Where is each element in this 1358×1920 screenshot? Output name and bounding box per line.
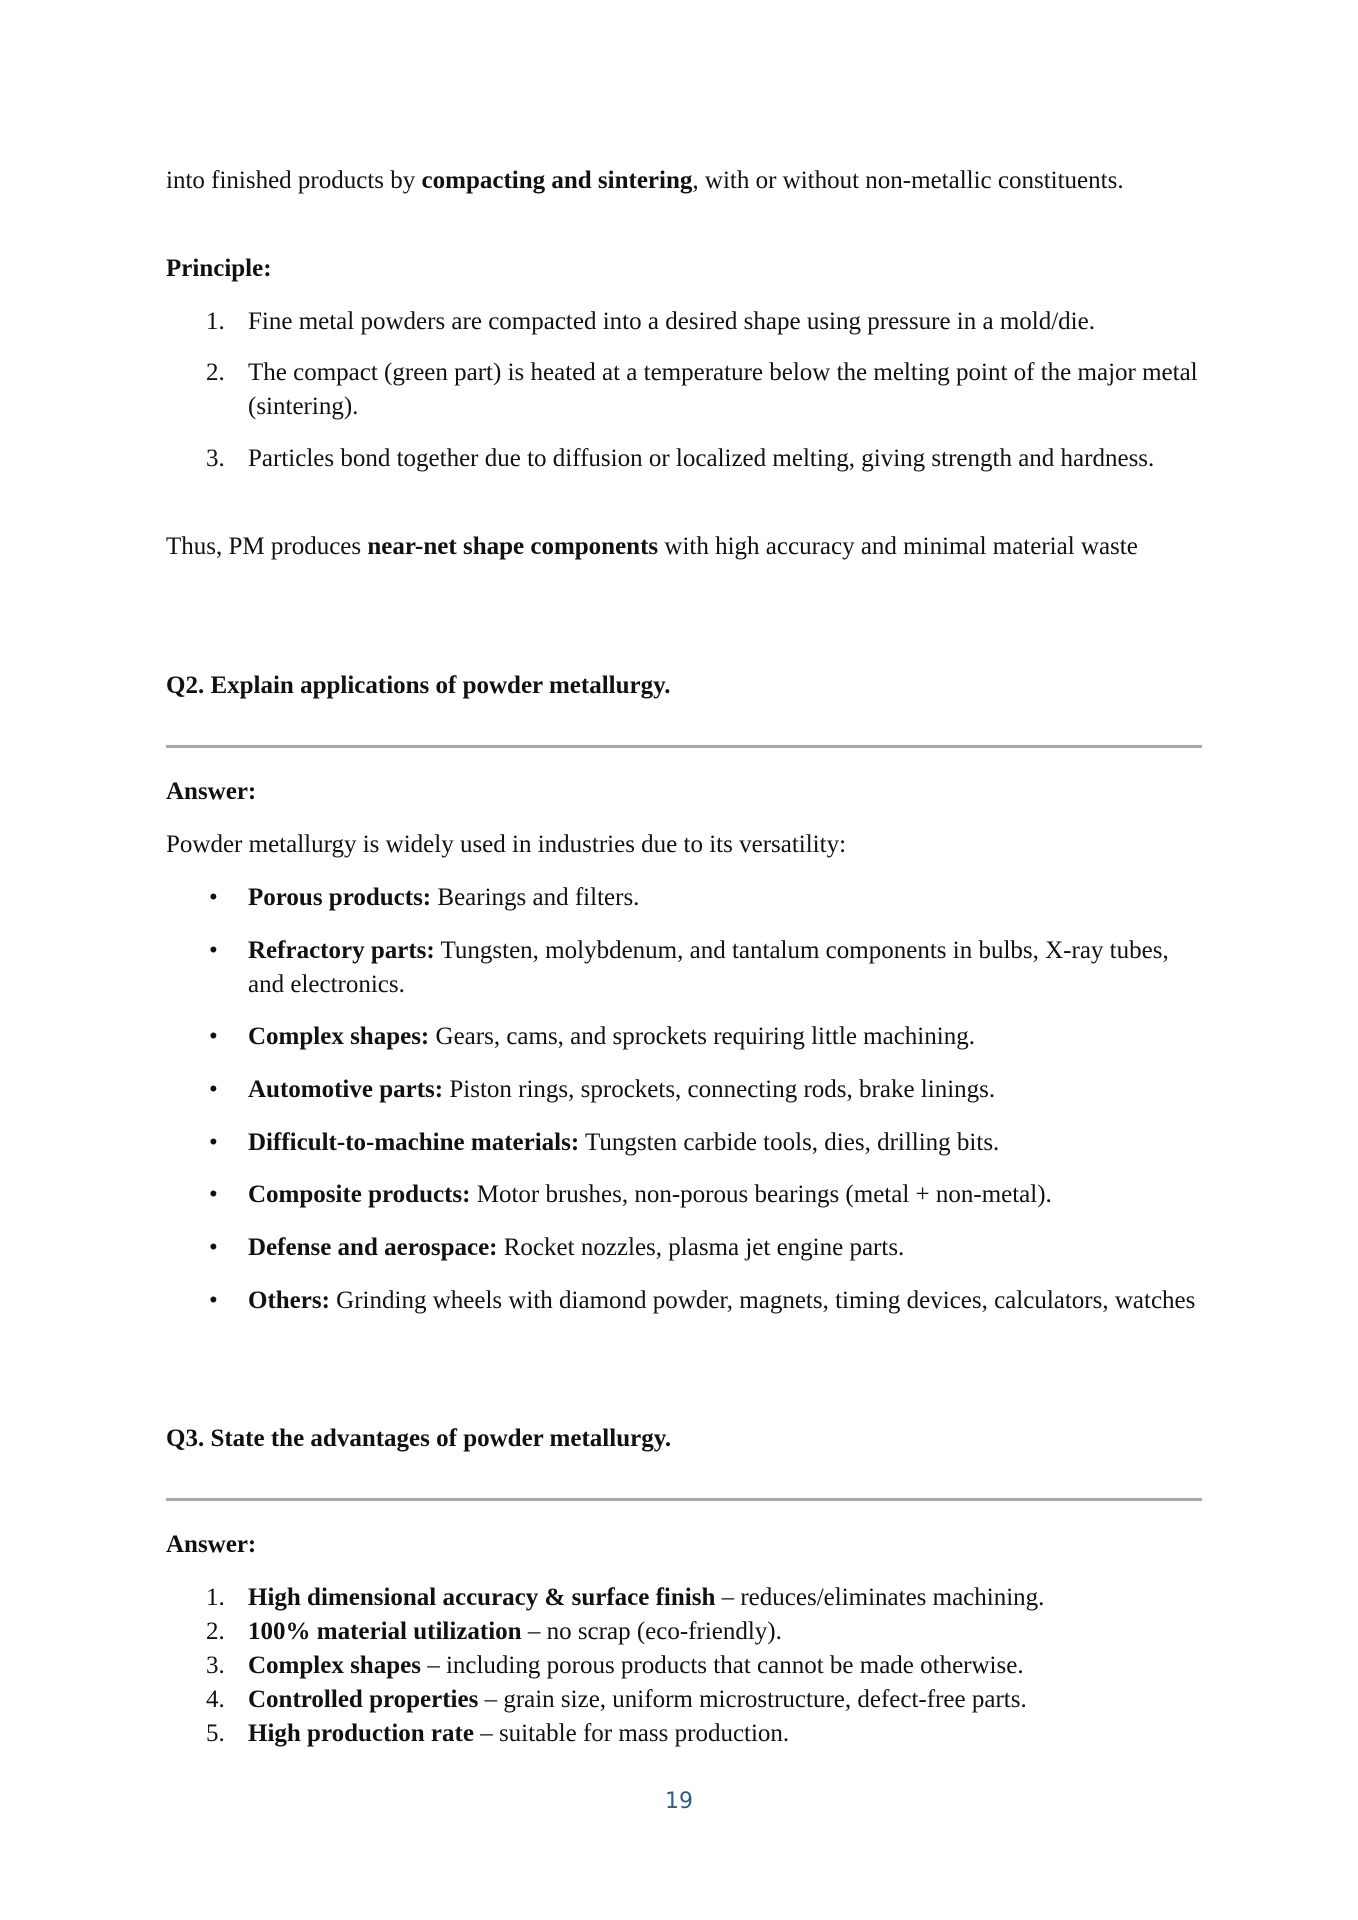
item-text: – suitable for mass production. xyxy=(473,1720,790,1747)
item-bold: High production rate xyxy=(248,1720,474,1747)
summary-text-end: with high accuracy and minimal material waste xyxy=(658,533,1138,560)
summary-bold-text: near-net shape components xyxy=(367,533,659,560)
list-number: 4. xyxy=(206,1686,225,1713)
principle-item xyxy=(166,356,1206,424)
list-number: 3. xyxy=(206,1652,225,1679)
item-bold: Others: xyxy=(248,1287,330,1314)
q3-question: Q3. State the advantages of powder metallurgy. xyxy=(166,1425,672,1452)
q2-list-item xyxy=(166,881,1206,915)
item-text: – reduces/eliminates machining. xyxy=(715,1584,1045,1611)
item-bold: Difficult-to-machine materials: xyxy=(248,1129,580,1156)
principle-item xyxy=(166,442,1206,476)
q2-list-item xyxy=(166,1126,1206,1160)
q2-question: Q2. Explain applications of powder metallurgy. xyxy=(166,672,671,699)
item-bold: Porous products: xyxy=(248,884,432,911)
q2-list-item xyxy=(166,1073,1206,1107)
item-bold: Automotive parts: xyxy=(248,1076,444,1103)
bullet-icon: • xyxy=(209,1287,218,1314)
item-bold: Complex shapes: xyxy=(248,1023,430,1050)
intro-text: into finished products by xyxy=(166,167,422,194)
q3-list-item xyxy=(166,1717,1206,1751)
item-text: – no scrap (eco-friendly). xyxy=(521,1618,782,1645)
principle-heading: Principle: xyxy=(166,255,272,282)
list-number: 5. xyxy=(206,1720,225,1747)
q2-list-item xyxy=(166,1020,1206,1054)
q3-list-item xyxy=(166,1615,1206,1649)
q3-answer-label: Answer: xyxy=(166,1531,257,1558)
list-item-text: Particles bond together due to diffusion or localized melting, giving strength and hardness. xyxy=(248,445,1155,472)
item-text: Gears, cams, and sprockets requiring little machining. xyxy=(429,1023,975,1050)
item-text: Bearings and filters. xyxy=(431,884,640,911)
item-text: Tungsten carbide tools, dies, drilling bits. xyxy=(579,1129,1000,1156)
q2-list-item xyxy=(166,1284,1206,1318)
item-text: Motor brushes, non-porous bearings (metal + non-metal). xyxy=(470,1181,1052,1208)
item-bold: Controlled properties xyxy=(248,1686,479,1713)
item-bold: Defense and aerospace: xyxy=(248,1234,498,1261)
item-text: – grain size, uniform microstructure, defect-free parts. xyxy=(478,1686,1027,1713)
q2-list-item xyxy=(166,934,1206,1002)
q2-intro: Powder metallurgy is widely used in industries due to its versatility: xyxy=(166,831,847,858)
item-text: Grinding wheels with diamond powder, magnets, timing devices, calculators, watches xyxy=(329,1287,1196,1314)
intro-paragraph xyxy=(166,164,1206,198)
bullet-icon: • xyxy=(209,1234,218,1261)
q2-list-item xyxy=(166,1231,1206,1265)
summary-text: Thus, PM produces xyxy=(166,533,368,560)
list-number: 3. xyxy=(206,445,225,472)
intro-bold-text: compacting and sintering xyxy=(421,167,693,194)
item-bold: Complex shapes xyxy=(248,1652,421,1679)
bullet-icon: • xyxy=(209,1181,218,1208)
item-text: Piston rings, sprockets, connecting rods, brake linings. xyxy=(443,1076,996,1103)
principle-item xyxy=(166,305,1206,339)
bullet-icon: • xyxy=(209,1129,218,1156)
item-bold: Refractory parts: xyxy=(248,937,435,964)
q3-list-item xyxy=(166,1581,1206,1615)
item-text: Rocket nozzles, plasma jet engine parts. xyxy=(497,1234,905,1261)
list-number: 1. xyxy=(206,1584,225,1611)
intro-text-end: , with or without non-metallic constituents. xyxy=(692,167,1124,194)
bullet-icon: • xyxy=(209,1076,218,1103)
q3-list-item xyxy=(166,1683,1206,1717)
item-bold: 100% material utilization xyxy=(248,1618,522,1645)
page-number: 19 xyxy=(665,1789,693,1814)
section-divider xyxy=(166,1498,1202,1501)
item-bold: High dimensional accuracy & surface finish xyxy=(248,1584,716,1611)
bullet-icon: • xyxy=(209,884,218,911)
list-number: 1. xyxy=(206,308,225,335)
list-item-text: The compact (green part) is heated at a temperature below the melting point of the major metal (sintering). xyxy=(248,359,1198,420)
list-number: 2. xyxy=(206,359,225,386)
item-text: Tungsten, molybdenum, and tantalum components in bulbs, X-ray tubes, and electronics. xyxy=(248,937,1169,998)
item-text: – including porous products that cannot be made otherwise. xyxy=(420,1652,1024,1679)
bullet-icon: • xyxy=(209,1023,218,1050)
list-item-text: Fine metal powders are compacted into a desired shape using pressure in a mold/die. xyxy=(248,308,1095,335)
section-divider xyxy=(166,745,1202,748)
q2-answer-label: Answer: xyxy=(166,778,257,805)
principle-summary xyxy=(166,530,1206,564)
q3-list-item xyxy=(166,1649,1206,1683)
bullet-icon: • xyxy=(209,937,218,964)
q2-list-item xyxy=(166,1178,1206,1212)
list-number: 2. xyxy=(206,1618,225,1645)
item-bold: Composite products: xyxy=(248,1181,471,1208)
